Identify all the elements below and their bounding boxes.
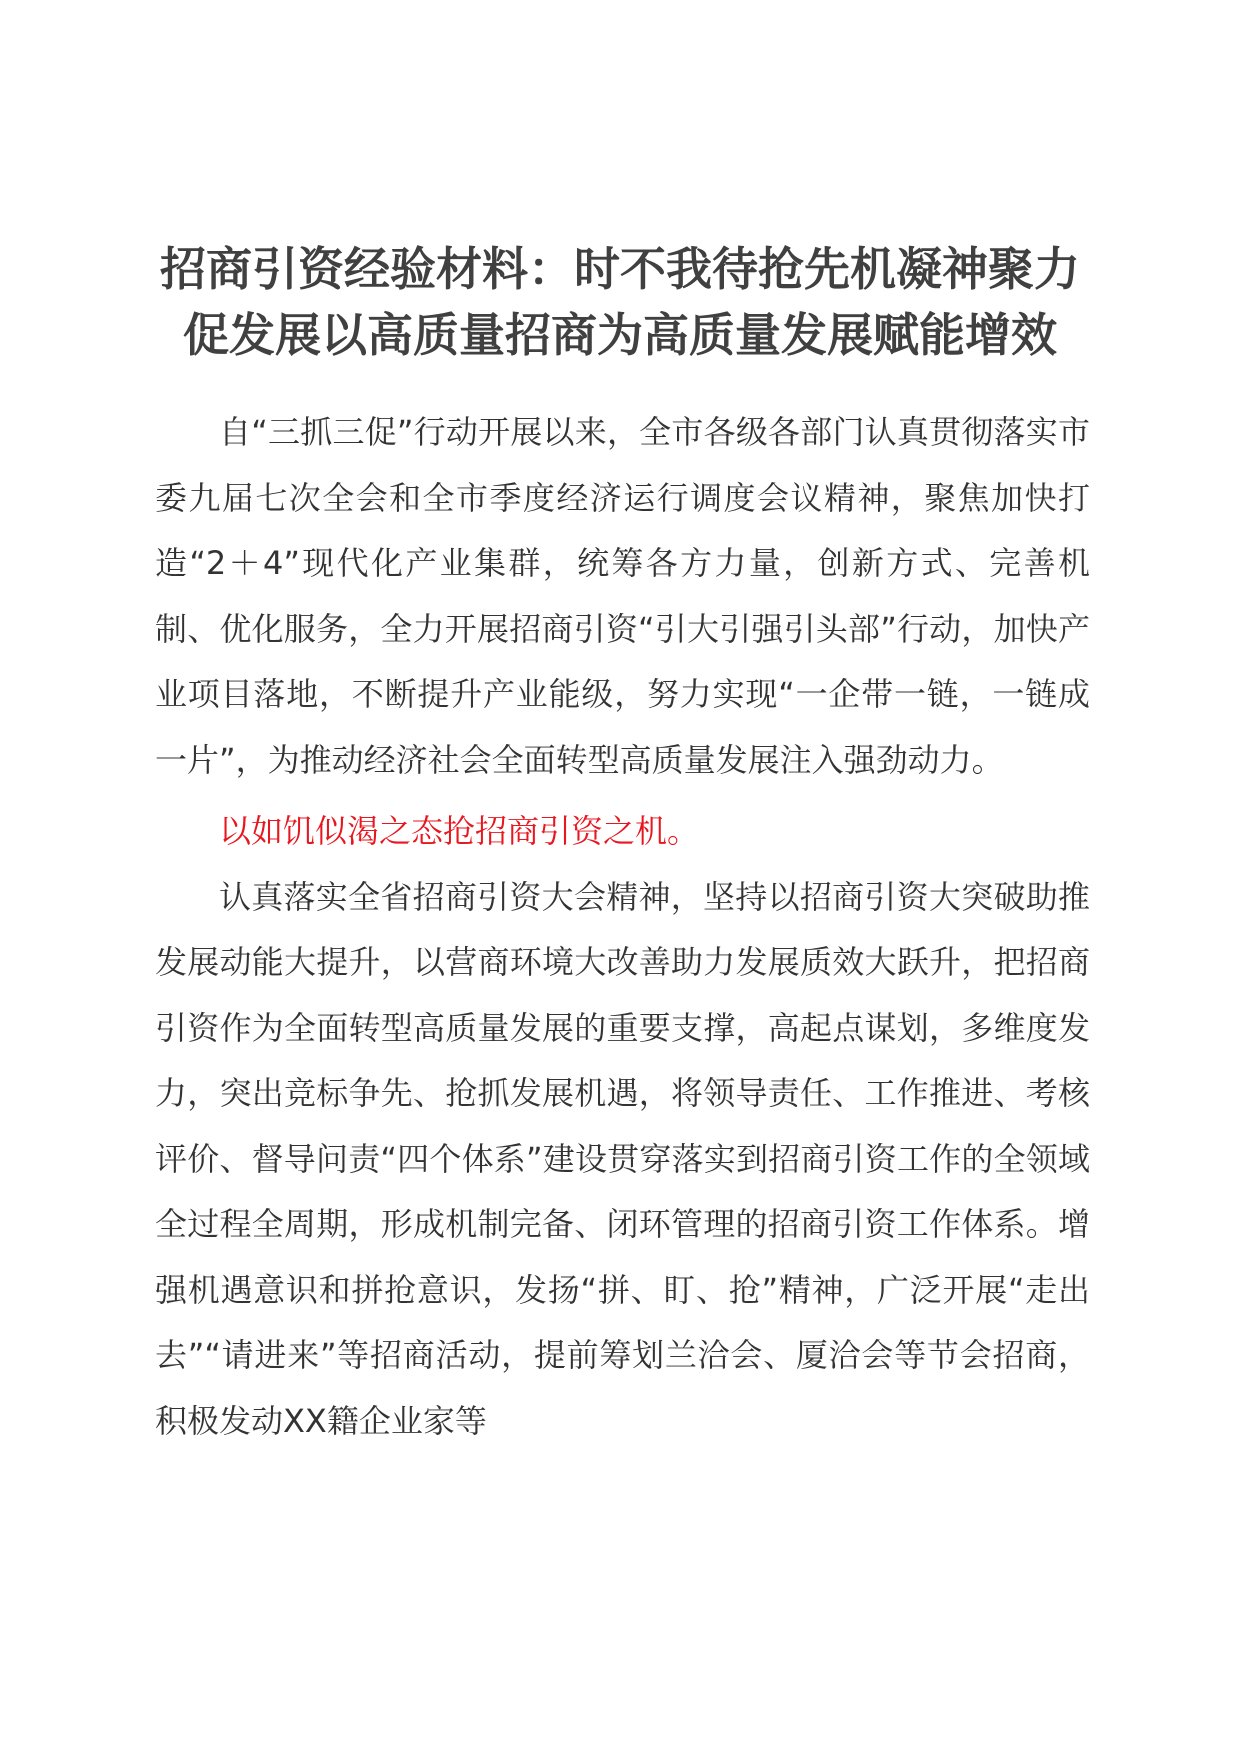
document-title: [150, 236, 1090, 368]
document-body: [155, 400, 1090, 1454]
title-line-1: 招商引资经验材料：时不我待抢先机凝神聚力: [160, 242, 1080, 296]
title-line-2: 促发展以高质量招商为高质量发展赋能增效: [183, 308, 1057, 362]
paragraph-section-body: 认真落实全省招商引资大会精神，坚持以招商引资大突破助推发展动能大提升，以营商环境大改善助力发展质效大跃升，把招商引资作为全面转型高质量发展的重要支撑，高起点谋划，多维度发力，突出竞标争先、抢抓发展机遇，将领导责任、工作推进、考核评价、督导问责“四个体系”建设贯穿落实到招商引资工作的全领域全过程全周期，形成机制完备、闭环管理的招商引资工作体系。增强机遇意识和拼抢意识，发扬“拼、盯、抢”精神，广泛开展“走出去”“请进来”等招商活动，提前筹划兰洽会、厦洽会等节会招商，积极发动XX籍企业家等: [155, 877, 1090, 1440]
section-heading: 以如饥似渴之态抢招商引资之机。: [219, 812, 700, 850]
paragraph-intro: 自“三抓三促”行动开展以来，全市各级各部门认真贯彻落实市委九届七次全会和全市季度经济运行调度会议精神，聚焦加快打造“2＋4”现代化产业集群，统筹各方力量，创新方式、完善机制、优化服务，全力开展招商引资“引大引强引头部”行动，加快产业项目落地，不断提升产业能级，努力实现“一企带一链，一链成一片”，为推动经济社会全面转型高质量发展注入强劲动力。: [155, 413, 1090, 779]
